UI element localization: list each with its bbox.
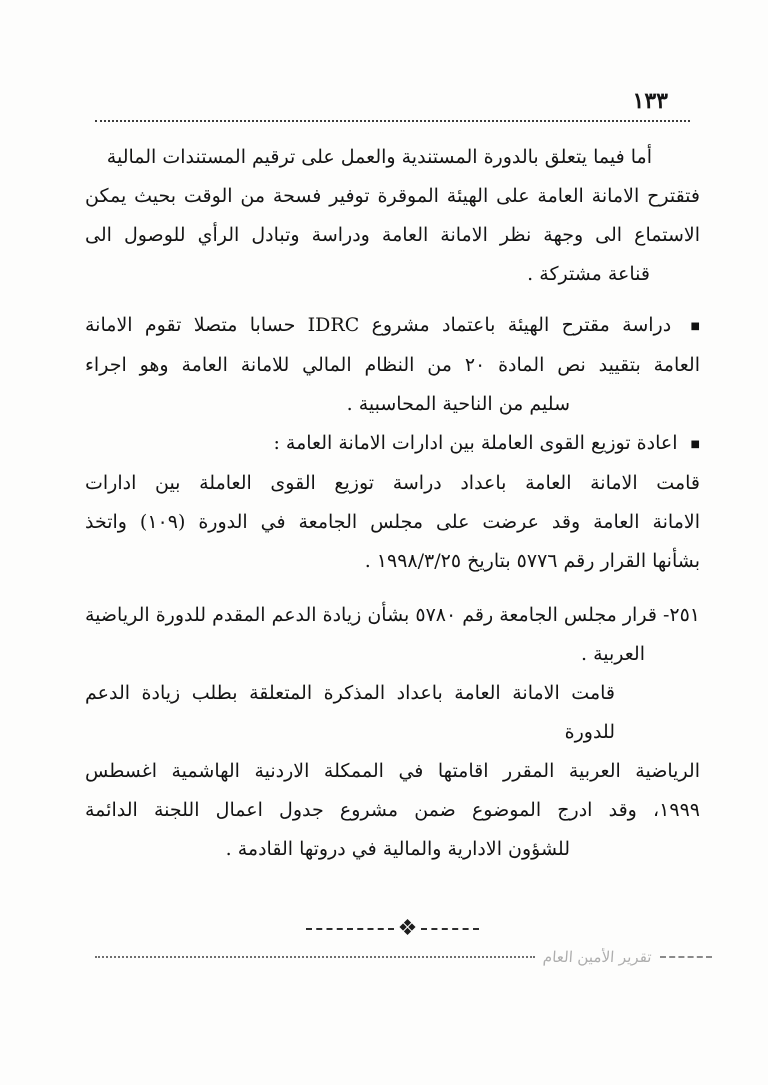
- item-heading-line: ٢٥١- قرار مجلس الجامعة رقم ٥٧٨٠ بشأن زيادة الدعم المقدم للدورة الرياضية: [85, 604, 700, 626]
- bullet-line: [85, 306, 700, 346]
- divider-dash-right: [421, 928, 479, 930]
- page-header: [0, 0, 768, 114]
- bullet-square-icon: ■: [690, 321, 700, 332]
- footer-watermark: تقرير الأمين العام: [542, 948, 653, 966]
- paragraph-line: قامت الامانة العامة باعداد المذكرة المتعلقة بطلب زيادة الدعم للدورة: [85, 682, 615, 743]
- page-number: ١٣٣: [632, 88, 668, 114]
- bullet-line: [85, 424, 700, 464]
- bullet-line: سليم من الناحية المحاسبية .: [346, 393, 570, 415]
- paragraph-line: قامت الامانة العامة باعداد دراسة توزيع القوى العاملة بين ادارات: [85, 472, 700, 494]
- diamond-ornament-icon: ❖: [397, 916, 418, 939]
- item-251: [85, 596, 700, 674]
- paragraph-line: أما فيما يتعلق بالدورة المستندية والعمل على ترقيم المستندات المالية: [106, 146, 652, 168]
- paragraph-workforce: [85, 464, 700, 581]
- paragraph-intro: [85, 138, 700, 294]
- item-heading-line: العربية .: [580, 643, 645, 665]
- document-body: [85, 138, 700, 939]
- paragraph-line: قناعة مشتركة .: [527, 263, 650, 285]
- paragraph-line: بشأنها القرار رقم ٥٧٧٦ بتاريخ ١٩٩٨/٣/٢٥ .: [364, 550, 700, 572]
- page-footer: [95, 948, 712, 966]
- paragraph-line: الاستماع الى وجهة نظر الامانة العامة ودراسة وتبادل الرأي للوصول الى: [85, 224, 700, 246]
- paragraph-support: [85, 674, 700, 869]
- section-divider: [85, 916, 700, 939]
- paragraph-line: فتقترح الامانة العامة على الهيئة الموقرة توفير فسحة من الوقت بحيث يمكن: [85, 185, 700, 207]
- footer-dash: [660, 956, 712, 958]
- bullet-item-redistribution: [85, 424, 700, 464]
- bullet-text: اعادة توزيع القوى العاملة بين ادارات الامانة العامة :: [273, 432, 678, 454]
- bullet-item-idrc: [85, 306, 700, 424]
- footer-rule: [95, 956, 535, 958]
- paragraph-line: للشؤون الادارية والمالية في دروتها القادمة .: [225, 838, 570, 860]
- paragraph-line: الامانة العامة وقد عرضت على مجلس الجامعة في الدورة (١٠٩) واتخذ: [85, 511, 700, 533]
- paragraph-line: ١٩٩٩، وقد ادرج الموضوع ضمن مشروع جدول اعمال اللجنة الدائمة: [85, 799, 700, 821]
- bullet-text: دراسة مقترح الهيئة باعتماد مشروع IDRC حسابا متصلا تقوم الامانة: [85, 314, 672, 336]
- paragraph-line: الرياضية العربية المقرر اقامتها في الممكلة الاردنية الهاشمية اغسطس: [85, 760, 700, 782]
- header-rule: [95, 120, 690, 122]
- divider-dash-left: [306, 928, 394, 930]
- bullet-square-icon: ■: [690, 439, 700, 450]
- bullet-line: العامة بتقييد نص المادة ٢٠ من النظام المالي للامانة العامة وهو اجراء: [85, 354, 700, 376]
